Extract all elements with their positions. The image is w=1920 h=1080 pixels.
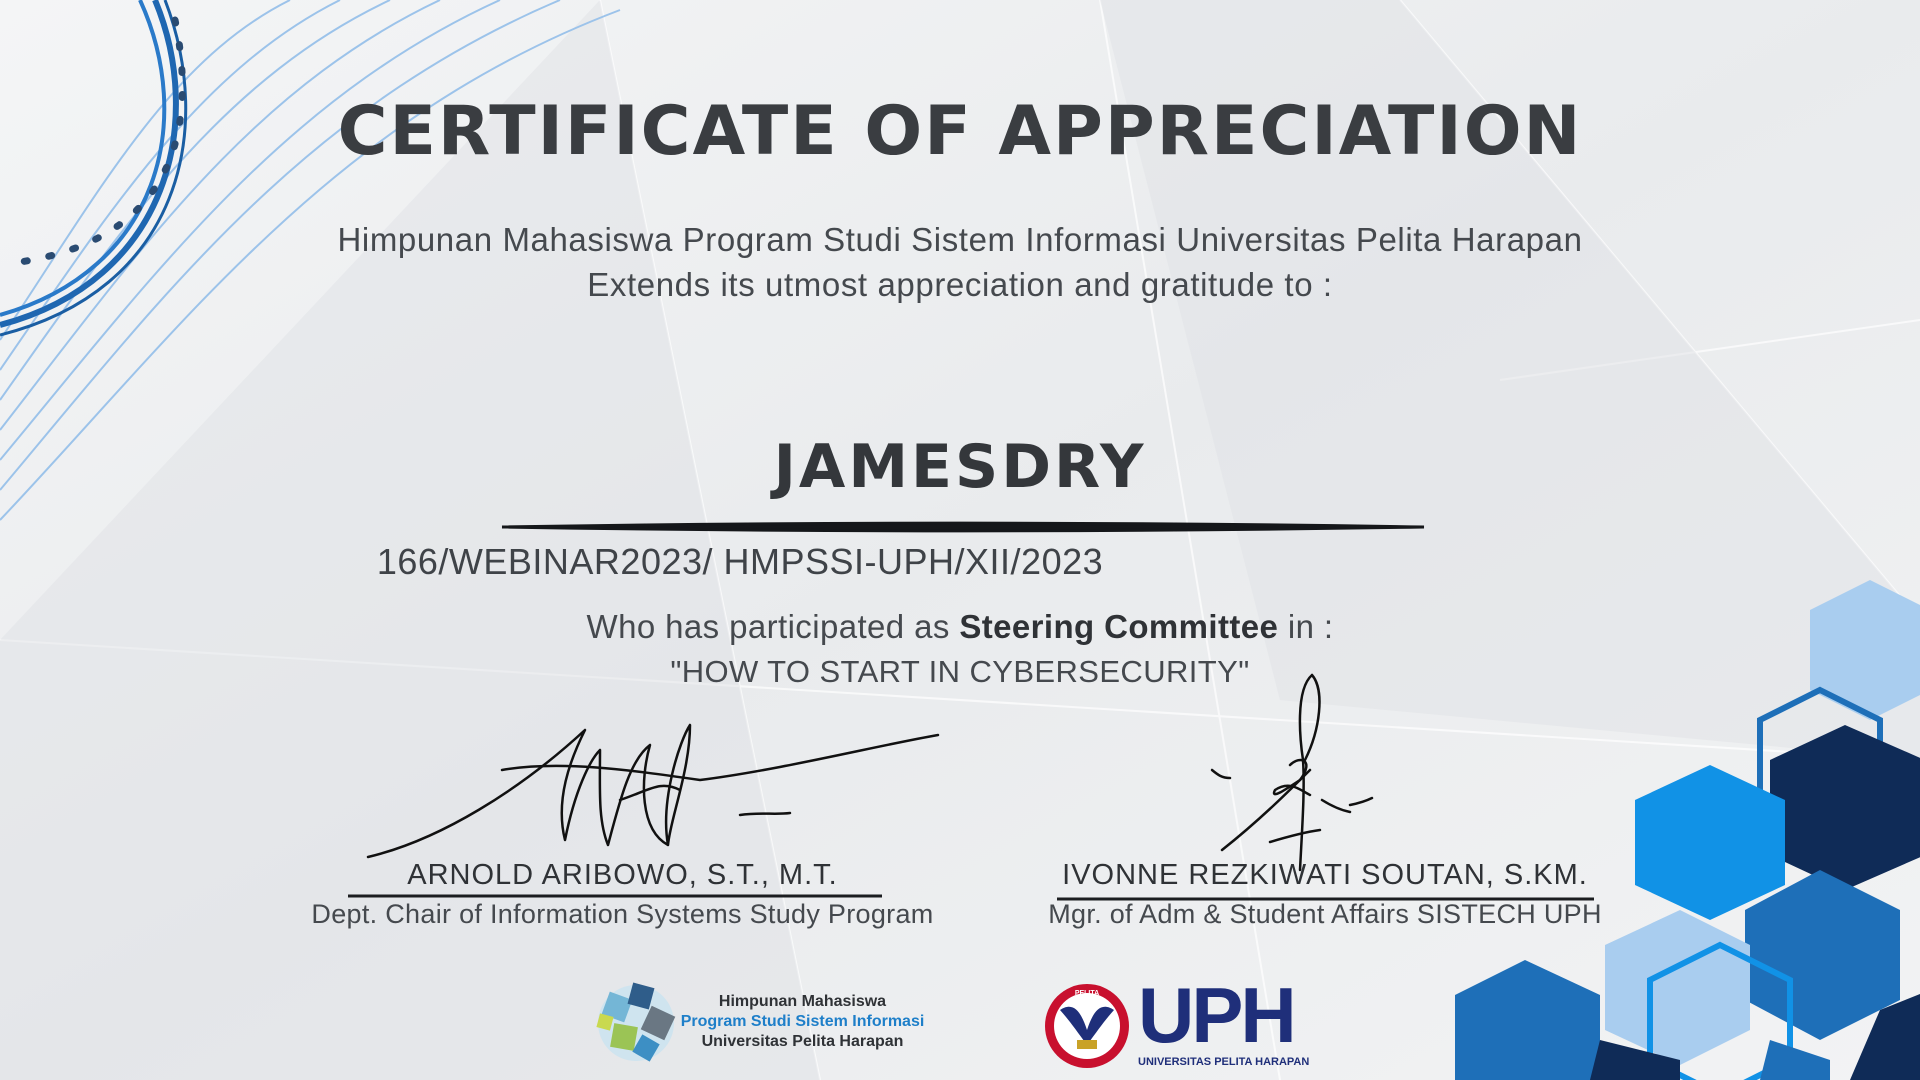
uph-logo <box>1138 971 1338 1068</box>
issuer-line: Himpunan Mahasiswa Program Studi Sistem Informasi Universitas Pelita Harapan <box>337 221 1583 258</box>
certificate-number: 166/WEBINAR2023/ HMPSSI-UPH/XII/2023 <box>376 541 1104 582</box>
uph-subtitle: UNIVERSITAS PELITA HARAPAN <box>1138 1056 1310 1068</box>
signatory-2-position: Mgr. of Adm & Student Affairs SISTECH UPH <box>1048 899 1602 929</box>
recipient-underline <box>502 523 1424 531</box>
appreciation-line: Extends its utmost appreciation and gratitude to : <box>587 266 1333 303</box>
hmpssi-logo <box>670 992 935 1052</box>
hmpssi-logo-line3: Universitas Pelita Harapan <box>701 1033 904 1050</box>
signatory-2-name: IVONNE REZKIWATI SOUTAN, S.KM. <box>1062 859 1588 891</box>
participation-line <box>0 608 1920 646</box>
certificate-title: CERTIFICATE OF APPRECIATION <box>337 92 1583 171</box>
hmpssi-logo-line2: Program Studi Sistem Informasi <box>680 1013 925 1030</box>
uph-wordmark: UPH <box>1138 971 1294 1059</box>
uph-seal-text: PELITA <box>1074 990 1100 997</box>
participation-prefix: Who has participated as <box>586 608 950 645</box>
signatory-1-position: Dept. Chair of Information Systems Study Program <box>311 899 934 929</box>
participation-role: Steering Committee <box>959 608 1279 645</box>
hmpssi-logo-line1: Himpunan Mahasiswa <box>718 993 887 1010</box>
recipient-name: JAMESDRY <box>773 432 1147 502</box>
signatory-1-name: ARNOLD ARIBOWO, S.T., M.T. <box>407 859 838 891</box>
participation-suffix: in : <box>1287 608 1334 645</box>
event-title: "HOW TO START IN CYBERSECURITY" <box>670 654 1250 689</box>
